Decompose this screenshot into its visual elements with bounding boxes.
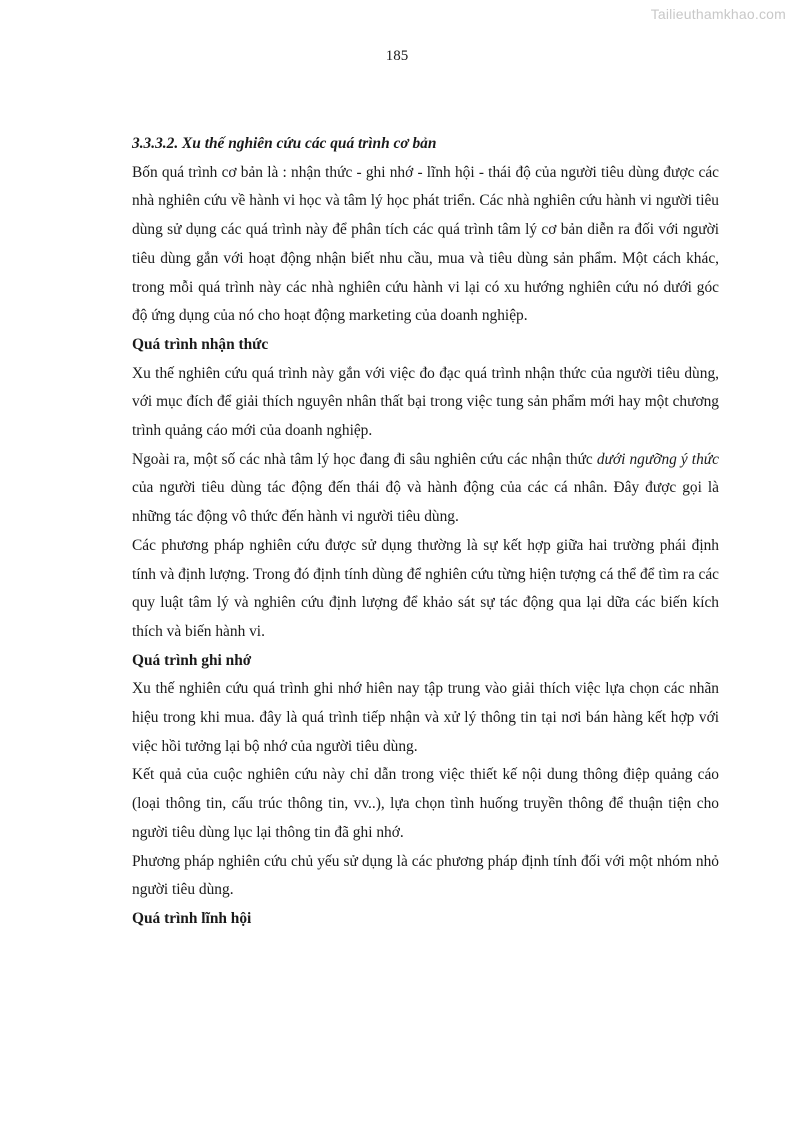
- section-title: 3.3.3.2. Xu thế nghiên cứu các quá trình cơ bản: [132, 135, 437, 152]
- perception-paragraph-3: Các phương pháp nghiên cứu được sử dụng thường là sự kết hợp giữa hai trường phái định tính và định lượng. Trong đó định tính dùng để nghiên cứu từng hiện tượng cá thể để tìm ra các quy luật tâm lý và nghiên cứu định lượng để khảo sát sự tác động qua lại dữa các biến kích thích và biến hành vi.: [132, 536, 719, 640]
- document-body: [132, 130, 719, 934]
- memory-paragraph-1: Xu thế nghiên cứu quá trình ghi nhớ hiên nay tập trung vào giải thích việc lựa chọn các nhãn hiệu trong khi mua. đây là quá trình tiếp nhận và xử lý thông tin tại nơi bán hàng kết hợp với việc hồi tưởng lại bộ nhớ của người tiêu dùng.: [132, 680, 719, 755]
- perception-heading: Quá trình nhận thức: [132, 335, 269, 353]
- perception-paragraph-1: Xu thế nghiên cứu quá trình này gắn với việc đo đạc quá trình nhận thức của người tiêu dùng, với mục đích để giải thích nguyên nhân thất bại trong việc tung sản phẩm mới hay một chương trình quảng cáo mới của doanh nghiệp.: [132, 364, 719, 440]
- memory-paragraph-3: Phương pháp nghiên cứu chủ yếu sử dụng là các phương pháp định tính đối với một nhóm nhỏ người tiêu dùng.: [132, 852, 719, 899]
- perception-p2-start: Ngoài ra, một số các nhà tâm lý học đang đi sâu nghiên cứu các nhận thức: [132, 450, 597, 468]
- page-number: 185: [385, 48, 409, 64]
- learning-heading: Quá trình lĩnh hội: [132, 909, 252, 927]
- perception-paragraph-2: [132, 446, 719, 532]
- memory-heading: Quá trình ghi nhớ: [132, 651, 252, 669]
- perception-p2-end: của người tiêu dùng tác động đến thái độ và hành động của các cá nhân. Đây được gọi là những tác động vô thức đến hành vi người tiêu dùng.: [132, 479, 719, 526]
- watermark: Tailieuthamkhao.com: [650, 6, 786, 22]
- intro-paragraph: Bốn quá trình cơ bản là : nhận thức - ghi nhớ - lĩnh hội - thái độ của người tiêu dùng được các nhà nghiên cứu về hành vi học và tâm lý học phát triển. Các nhà nghiên cứu hành vi người tiêu dùng sử dụng các quá trình này để phân tích các quá trình tâm lý cơ bản diễn ra đối với người tiêu dùng gắn với hoạt động nhận biết nhu cầu, mua và tiêu dùng sản phẩm. Một cách khác, trong mỗi quá trình này các nhà nghiên cứu hành vi lại có xu hướng nghiên cứu nó dưới góc độ ứng dụng của nó cho hoạt động marketing của doanh nghiệp.: [132, 163, 719, 325]
- memory-paragraph-2: Kết quả của cuộc nghiên cứu này chỉ dẫn trong việc thiết kế nội dung thông điệp quảng cáo (loại thông tin, cấu trúc thông tin, vv..), lựa chọn tình huống truyền thông để thuận tiện cho người tiêu dùng lục lại thông tin đã ghi nhớ.: [132, 766, 719, 841]
- perception-p2-italic: dưới ngưỡng ý thức: [596, 450, 719, 468]
